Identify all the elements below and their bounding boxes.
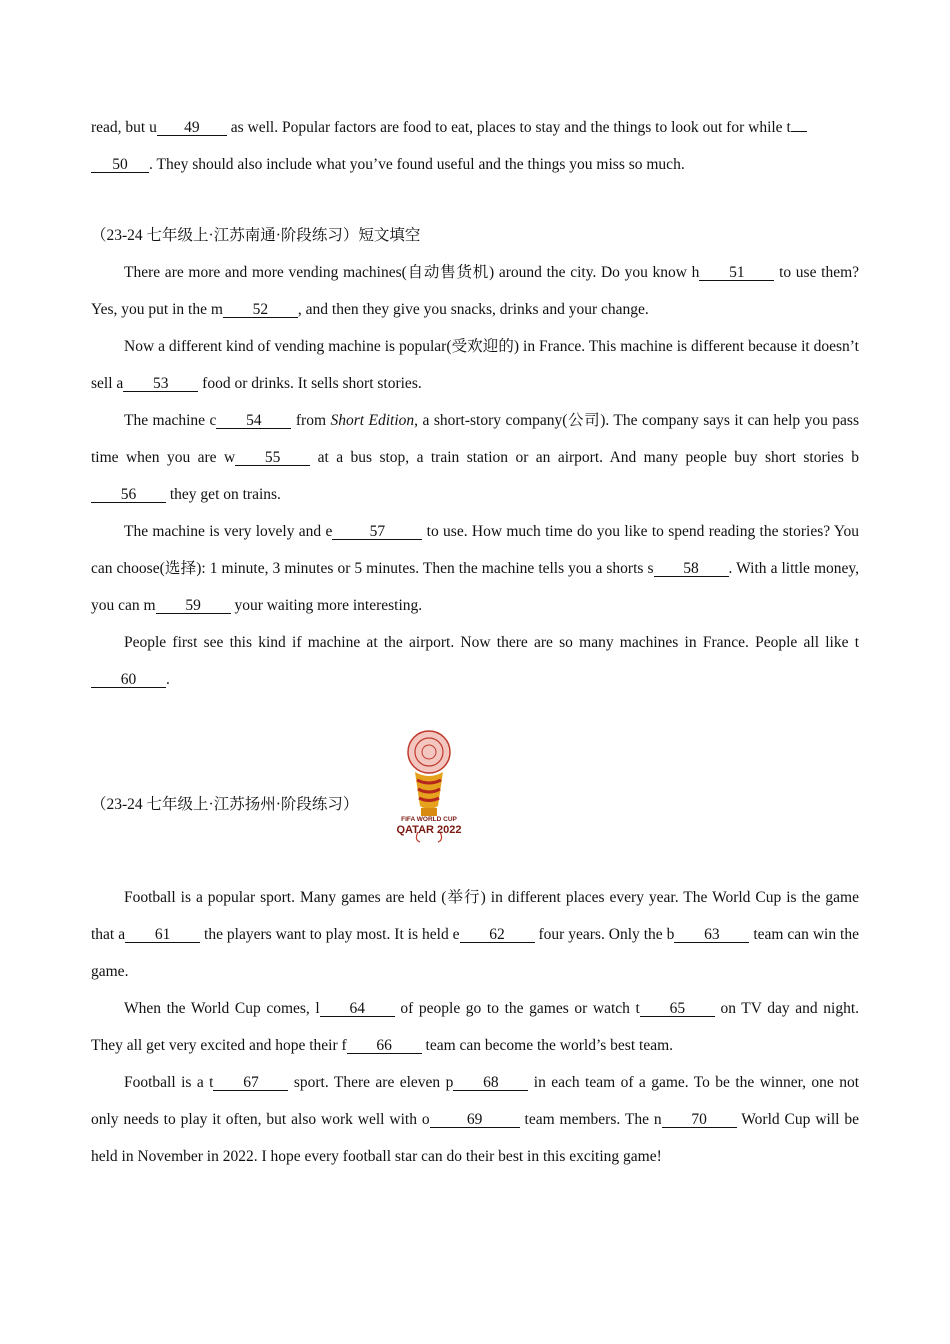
blank-70[interactable]: 70	[662, 1112, 737, 1128]
text-run: food or drinks. It sells short stories.	[198, 375, 422, 392]
text-run: , and then they give you snacks, drinks and your change.	[297, 301, 649, 318]
blank-62[interactable]: 62	[460, 927, 535, 943]
text-run: Football is a t	[124, 1074, 214, 1091]
text-run: . With a little money, you can m	[91, 560, 859, 614]
blank-67[interactable]: 67	[213, 1075, 288, 1091]
text-run: of people go to the games or watch t	[394, 1000, 640, 1017]
blank-66[interactable]: 66	[347, 1038, 422, 1054]
blank-58[interactable]: 58	[654, 561, 729, 577]
blank-52[interactable]: 52	[223, 302, 298, 318]
blank-51[interactable]: 51	[699, 265, 774, 281]
text-run: they get on trains.	[166, 486, 281, 503]
paragraph	[91, 402, 859, 513]
paragraph	[91, 513, 859, 624]
paragraph	[91, 624, 859, 698]
blank-55[interactable]: 55	[235, 450, 310, 466]
text-run: the players want to play most. It is held e	[200, 926, 460, 943]
paragraph	[91, 254, 859, 328]
blank-50[interactable]: 50	[91, 157, 149, 173]
passage-world-cup	[91, 879, 859, 1175]
passage-continuation	[91, 109, 868, 183]
paragraph	[91, 990, 859, 1064]
paragraph	[91, 328, 859, 402]
text-run: The machine is very lovely and e	[124, 523, 333, 540]
text-run: to use them? Yes, you put in the m	[91, 264, 860, 318]
text-run: Football is a popular sport. Many games are held (举行) in different places every year. The World Cup is the game that a	[91, 889, 859, 943]
text-run: . They should also include what you’ve found useful and the things you miss so much.	[149, 156, 685, 173]
text-run: to use. How much time do you like to spend reading the stories? You can choose(选择): 1 minute, 3 minutes or 5 minutes. Then the machine tells you a shorts s	[91, 523, 859, 577]
text-run: World Cup will be held in November in 2022. I hope every football star can do their best in this exciting game!	[91, 1111, 859, 1165]
paragraph	[91, 879, 859, 990]
blank-61[interactable]: 61	[125, 927, 200, 943]
text-run: read, but u	[91, 119, 157, 136]
text-run: at a bus stop, a train station or an airport. And many people buy short stories b	[310, 449, 859, 466]
blank-63[interactable]: 63	[674, 927, 749, 943]
blank-59[interactable]: 59	[156, 598, 231, 614]
blank-64[interactable]: 64	[320, 1001, 395, 1017]
text-run: team can become the world’s best team.	[421, 1037, 674, 1054]
text-run: There are more and more vending machines(自动售货机) around the city. Do you know h	[124, 264, 700, 281]
world-cup-logo	[390, 728, 468, 846]
blank-60[interactable]: 60	[91, 672, 166, 688]
blank-57[interactable]: 57	[332, 524, 422, 540]
text-run: .	[166, 671, 170, 688]
passage-lines	[91, 109, 868, 183]
logo-text-line1: FIFA WORLD CUP	[401, 816, 457, 823]
text-run: as well. Popular factors are food to eat, places to stay and the things to look out for while t	[226, 119, 791, 136]
text-run: The machine c	[124, 412, 217, 429]
passage-vending-machines	[91, 217, 859, 698]
section-heading: （23-24 七年级上·江苏扬州·阶段练习）	[91, 796, 359, 813]
blank-53[interactable]: 53	[123, 376, 198, 392]
blank-69[interactable]: 69	[430, 1112, 520, 1128]
company-name: Short Edition	[330, 412, 415, 429]
text-run: team members. The n	[519, 1111, 662, 1128]
blank-49[interactable]: 49	[157, 120, 227, 136]
text-run: your waiting more interesting.	[230, 597, 423, 614]
text-run: , a short-story company(公司). The company says it can help you pass time when you are w	[91, 412, 859, 466]
text-run: Now a different kind of vending machine is popular(受欢迎的) in France. This machine is different because it doesn’t sell a	[91, 338, 859, 392]
text-run: on TV day and night. They all get very excited and hope their f	[91, 1000, 860, 1054]
text-run: When the World Cup comes, l	[124, 1000, 320, 1017]
blank-68[interactable]: 68	[453, 1075, 528, 1091]
blank-54[interactable]: 54	[216, 413, 291, 429]
text-run: four years. Only the b	[534, 926, 675, 943]
text-run: sport. There are eleven p	[288, 1074, 454, 1091]
blank-50-start	[791, 131, 807, 132]
text-run: People first see this kind if machine at the airport. Now there are so many machines in France. People all like t	[124, 634, 859, 651]
blank-65[interactable]: 65	[640, 1001, 715, 1017]
blank-56[interactable]: 56	[91, 487, 166, 503]
section-heading: （23-24 七年级上·江苏南通·阶段练习）短文填空	[91, 227, 421, 244]
text-run: team can win the game.	[91, 926, 859, 980]
text-run: in each team of a game. To be the winner, one not only needs to play it often, but also work well with o	[91, 1074, 860, 1128]
paragraph	[91, 1064, 859, 1175]
text-run: from	[291, 412, 331, 429]
logo-text-line2: QATAR 2022	[396, 824, 462, 836]
